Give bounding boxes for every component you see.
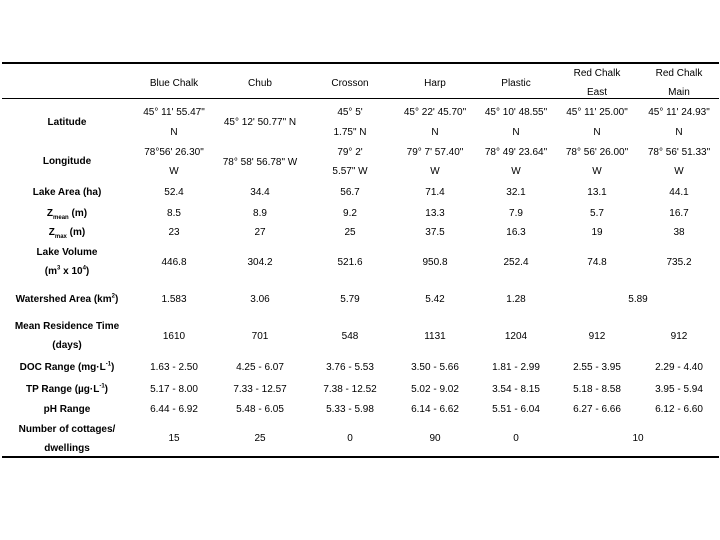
col-header-red-chalk-main-line2: Main [668,87,690,98]
z-mean-subscript: mean [53,215,69,221]
lake-volume-harp: 950.8 [422,257,448,268]
z-max-symbol: Z [48,227,55,238]
tp-range-east: 5.18 - 8.58 [573,384,621,395]
lake-area-main: 44.1 [669,187,689,198]
watershed-area-label-b: ) [114,294,119,305]
doc-range-main: 2.29 - 4.40 [655,362,703,373]
z-max-plastic: 16.3 [506,227,526,238]
residence-time-east: 912 [588,331,606,342]
tp-range-crosson: 7.38 - 12.52 [323,384,377,395]
latitude-plastic-line1: 45° 10' 48.55" [484,107,548,118]
ph-range-chub: 5.48 - 6.05 [236,404,284,415]
z-max-crosson: 25 [344,227,356,238]
latitude-harp-line1: 45° 22' 45.70" [403,107,467,118]
lake-volume-plastic: 252.4 [503,257,529,268]
latitude-main-line1: 45° 11' 24.93" [648,107,710,118]
latitude-harp-line2: N [431,127,439,138]
row-label-watershed-area [16,294,119,306]
longitude-blue-chalk-line1: 78°56' 26.30" [144,147,204,158]
lake-area-east: 13.1 [587,187,607,198]
row-label-lake-area: Lake Area (ha) [32,187,102,198]
col-header-plastic: Plastic [501,78,531,89]
latitude-east-line2: N [593,127,601,138]
z-mean-chub: 8.9 [253,208,267,219]
latitude-main-line2: N [675,127,683,138]
tp-range-label-b: ) [104,384,109,395]
header-rule [2,98,719,99]
z-mean-symbol: Z [46,208,54,219]
longitude-main-line1: 78° 56' 51.33" [647,147,711,158]
longitude-east-line2: W [592,166,602,177]
longitude-plastic-line2: W [511,166,521,177]
lake-volume-unit-c: ) [85,266,90,277]
tp-range-blue-chalk: 5.17 - 8.00 [150,384,198,395]
z-max-blue-chalk: 23 [168,227,180,238]
doc-range-east: 2.55 - 3.95 [573,362,621,373]
col-header-red-chalk-east-line1: Red Chalk [573,68,621,79]
row-label-longitude: Longitude [42,156,92,167]
row-label-ph-range: pH Range [43,404,91,415]
watershed-area-plastic: 1.28 [506,294,526,305]
watershed-area-chub: 3.06 [250,294,270,305]
tp-range-plastic: 3.54 - 8.15 [492,384,540,395]
cottages-crosson: 0 [347,433,353,444]
ph-range-blue-chalk: 6.44 - 6.92 [150,404,198,415]
latitude-east-line1: 45° 11' 25.00" [566,107,628,118]
residence-time-main: 912 [670,331,688,342]
lake-volume-main: 735.2 [666,257,692,268]
row-label-lake-volume-line2 [45,266,90,278]
longitude-main-line2: W [674,166,684,177]
doc-range-plastic: 1.81 - 2.99 [492,362,540,373]
lake-volume-east: 74.8 [587,257,607,268]
doc-range-harp: 3.50 - 5.66 [411,362,459,373]
cottages-red-chalk: 10 [632,433,644,444]
lake-area-plastic: 32.1 [506,187,526,198]
z-mean-crosson: 9.2 [343,208,357,219]
z-max-main: 38 [673,227,685,238]
doc-range-label-sup: -1 [105,361,112,368]
latitude-plastic-line2: N [512,127,520,138]
doc-range-label-a: DOC Range (mg·L [19,362,106,373]
lake-volume-unit-sup2: 4 [82,265,86,272]
col-header-blue-chalk: Blue Chalk [149,78,199,89]
lake-volume-crosson: 521.6 [337,257,363,268]
longitude-crosson-line1: 79° 2' [337,147,363,158]
lake-area-blue-chalk: 52.4 [164,187,184,198]
latitude-crosson-line1: 45° 5' [337,107,363,118]
z-max-subscript: max [54,234,67,240]
lake-volume-unit-sup1: 3 [56,265,61,272]
z-max-east: 19 [591,227,603,238]
lake-volume-unit-b: x 10 [60,266,83,277]
lake-area-chub: 34.4 [250,187,270,198]
longitude-harp-line2: W [430,166,440,177]
tp-range-chub: 7.33 - 12.57 [233,384,287,395]
col-header-harp: Harp [424,78,446,89]
z-mean-plastic: 7.9 [509,208,523,219]
z-mean-east: 5.7 [590,208,604,219]
doc-range-blue-chalk: 1.63 - 2.50 [150,362,198,373]
cottages-chub: 25 [254,433,266,444]
doc-range-crosson: 3.76 - 5.53 [326,362,374,373]
lake-area-harp: 71.4 [425,187,445,198]
residence-time-crosson: 548 [341,331,359,342]
latitude-chub: 45° 12' 50.77" N [223,117,297,128]
longitude-plastic-line1: 78° 49' 23.64" [484,147,548,158]
lake-volume-chub: 304.2 [247,257,273,268]
z-mean-harp: 13.3 [425,208,445,219]
ph-range-east: 6.27 - 6.66 [573,404,621,415]
row-label-doc-range [20,362,115,374]
row-label-residence-time-line2: (days) [52,340,82,351]
z-mean-unit: (m) [68,208,88,219]
row-label-residence-time-line1: Mean Residence Time [14,321,120,332]
residence-time-harp: 1131 [424,331,446,342]
longitude-chub: 78° 58' 56.78" W [222,157,298,168]
lake-volume-unit-a: (m [44,266,57,277]
ph-range-crosson: 5.33 - 5.98 [326,404,374,415]
cottages-plastic: 0 [513,433,519,444]
row-label-tp-range [26,384,108,396]
top-rule [2,62,719,64]
col-header-red-chalk-main-line1: Red Chalk [655,68,703,79]
residence-time-blue-chalk: 1610 [162,331,186,342]
z-mean-blue-chalk: 8.5 [167,208,181,219]
latitude-blue-chalk-line1: 45° 11' 55.47" [143,107,205,118]
watershed-area-label-sup: 2 [111,293,115,300]
longitude-harp-line1: 79° 7' 57.40" [406,147,464,158]
watershed-area-blue-chalk: 1.583 [161,294,187,305]
tp-range-main: 3.95 - 5.94 [655,384,703,395]
watershed-area-crosson: 5.79 [340,294,360,305]
residence-time-plastic: 1204 [504,331,528,342]
latitude-blue-chalk-line2: N [170,127,178,138]
bottom-rule [2,456,719,458]
lake-volume-blue-chalk: 446.8 [161,257,187,268]
tp-range-label-sup: -1 [99,383,105,390]
ph-range-harp: 6.14 - 6.62 [411,404,459,415]
residence-time-chub: 701 [251,331,269,342]
longitude-crosson-line2: 5.57" W [332,166,368,177]
tp-range-label-a: TP Range (µg·L [25,384,100,395]
tp-range-harp: 5.02 - 9.02 [411,384,459,395]
longitude-blue-chalk-line2: W [169,166,179,177]
doc-range-label-b: ) [111,362,115,373]
ph-range-plastic: 5.51 - 6.04 [492,404,540,415]
longitude-east-line1: 78° 56' 26.00" [565,147,629,158]
lake-area-crosson: 56.7 [340,187,360,198]
col-header-red-chalk-east-line2: East [586,87,608,98]
row-label-z-mean [47,208,87,220]
row-label-cottages-line2: dwellings [44,443,90,454]
z-max-chub: 27 [254,227,266,238]
row-label-lake-volume-line1: Lake Volume [36,247,98,258]
row-label-cottages-line1: Number of cottages/ [18,424,116,435]
watershed-area-harp: 5.42 [425,294,445,305]
cottages-harp: 90 [429,433,441,444]
z-max-unit: (m) [66,227,86,238]
col-header-crosson: Crosson [331,78,369,89]
ph-range-main: 6.12 - 6.60 [655,404,703,415]
doc-range-chub: 4.25 - 6.07 [236,362,284,373]
row-label-z-max [49,227,85,239]
col-header-chub: Chub [248,78,272,89]
z-mean-main: 16.7 [669,208,689,219]
latitude-crosson-line2: 1.75" N [333,127,367,138]
z-max-harp: 37.5 [425,227,445,238]
watershed-area-red-chalk: 5.89 [628,294,648,305]
row-label-latitude: Latitude [47,117,87,128]
cottages-blue-chalk: 15 [168,433,180,444]
watershed-area-label-a: Watershed Area (km [15,294,112,305]
